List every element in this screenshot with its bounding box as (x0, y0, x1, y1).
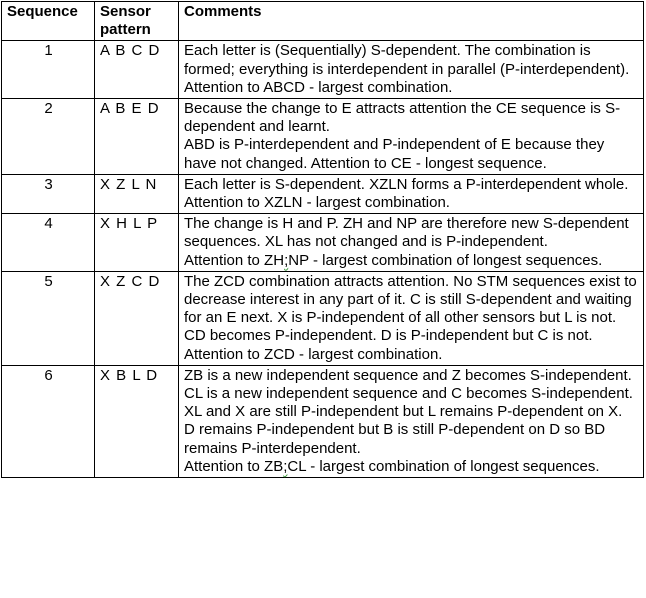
comment-line: Attention to ABCD - largest combination. (184, 78, 453, 96)
header-sequence: Sequence (2, 2, 95, 41)
comment-line: The ZCD combination attracts attention. No STM sequences exist to decrease interest in any part of it. C is still S-dependent and waiting for an E next. X is P-independent of all other sensors but L is not. CD becomes P-independent. D is P-independent but C is not. (184, 272, 637, 345)
row-1-comments (179, 41, 644, 99)
comment-line: Each letter is (Sequentially) S-dependent. The combination is formed; everything is interdependent in parallel (P-interdependent). (184, 42, 630, 78)
row-5-sequence: 5 (2, 271, 95, 365)
row-1-sequence: 1 (2, 41, 95, 99)
row-2-sequence: 2 (2, 99, 95, 175)
header-comments: Comments (179, 2, 644, 41)
row-3-sequence: 3 (2, 174, 95, 213)
comment-line: The change is H and P. ZH and NP are therefore new S-dependent sequences. XL has not changed and is P-independent. (184, 215, 629, 251)
row-4-sequence: 4 (2, 214, 95, 272)
header-sensor-pattern (95, 2, 179, 41)
sequence-table (1, 1, 644, 478)
table-row (2, 271, 644, 365)
row-3-comments (179, 174, 644, 213)
header-sensor-pattern-line1: Sensor (100, 3, 151, 20)
comment-line: Attention to ZCD - largest combination. (184, 345, 443, 363)
row-6-sequence: 6 (2, 365, 95, 477)
comment-line: D remains P-independent but B is still P-dependent on D so BD remains P-interdependent. (184, 421, 606, 457)
row-1-pattern: A B C D (95, 41, 179, 99)
header-row (2, 2, 644, 41)
row-3-pattern: X Z L N (95, 174, 179, 213)
comment-line: Because the change to E attracts attention the CE sequence is S-dependent and learnt. (184, 100, 621, 136)
row-2-pattern: A B E D (95, 99, 179, 175)
table-row (2, 365, 644, 477)
table-row (2, 214, 644, 272)
row-6-pattern: X B L D (95, 365, 179, 477)
comment-line: XL and X are still P-independent but L remains P-dependent on X. (184, 403, 623, 421)
table-row (2, 174, 644, 213)
comment-line: Each letter is S-dependent. XZLN forms a P-interdependent whole. (184, 175, 629, 193)
header-sensor-pattern-line2: pattern (100, 21, 151, 39)
attention-line (184, 252, 639, 270)
row-2-comments (179, 99, 644, 175)
comment-line: CL is a new independent sequence and C becomes S-independent. (184, 385, 633, 403)
attention-prefix: Attention to ZH (184, 251, 285, 269)
row-5-comments (179, 271, 644, 365)
row-4-pattern: X H L P (95, 214, 179, 272)
row-5-pattern: X Z C D (95, 271, 179, 365)
comment-line: Attention to XZLN - largest combination. (184, 194, 450, 212)
attention-suffix: CL - largest combination of longest sequences. (287, 457, 600, 475)
attention-line (184, 458, 639, 476)
comment-line: ZB is a new independent sequence and Z becomes S-independent. (184, 366, 632, 384)
attention-prefix: Attention to ZB (184, 457, 284, 475)
row-4-comments (179, 214, 644, 272)
table-row (2, 41, 644, 99)
comment-line: ABD is P-interdependent and P-independent of E because they have not changed. Attention to CE - longest sequence. (184, 136, 605, 172)
spellcheck-mark: ; (283, 457, 288, 475)
table-row (2, 99, 644, 175)
spellcheck-mark: ; (284, 251, 289, 269)
attention-suffix: NP - largest combination of longest sequences. (288, 251, 603, 269)
row-6-comments (179, 365, 644, 477)
